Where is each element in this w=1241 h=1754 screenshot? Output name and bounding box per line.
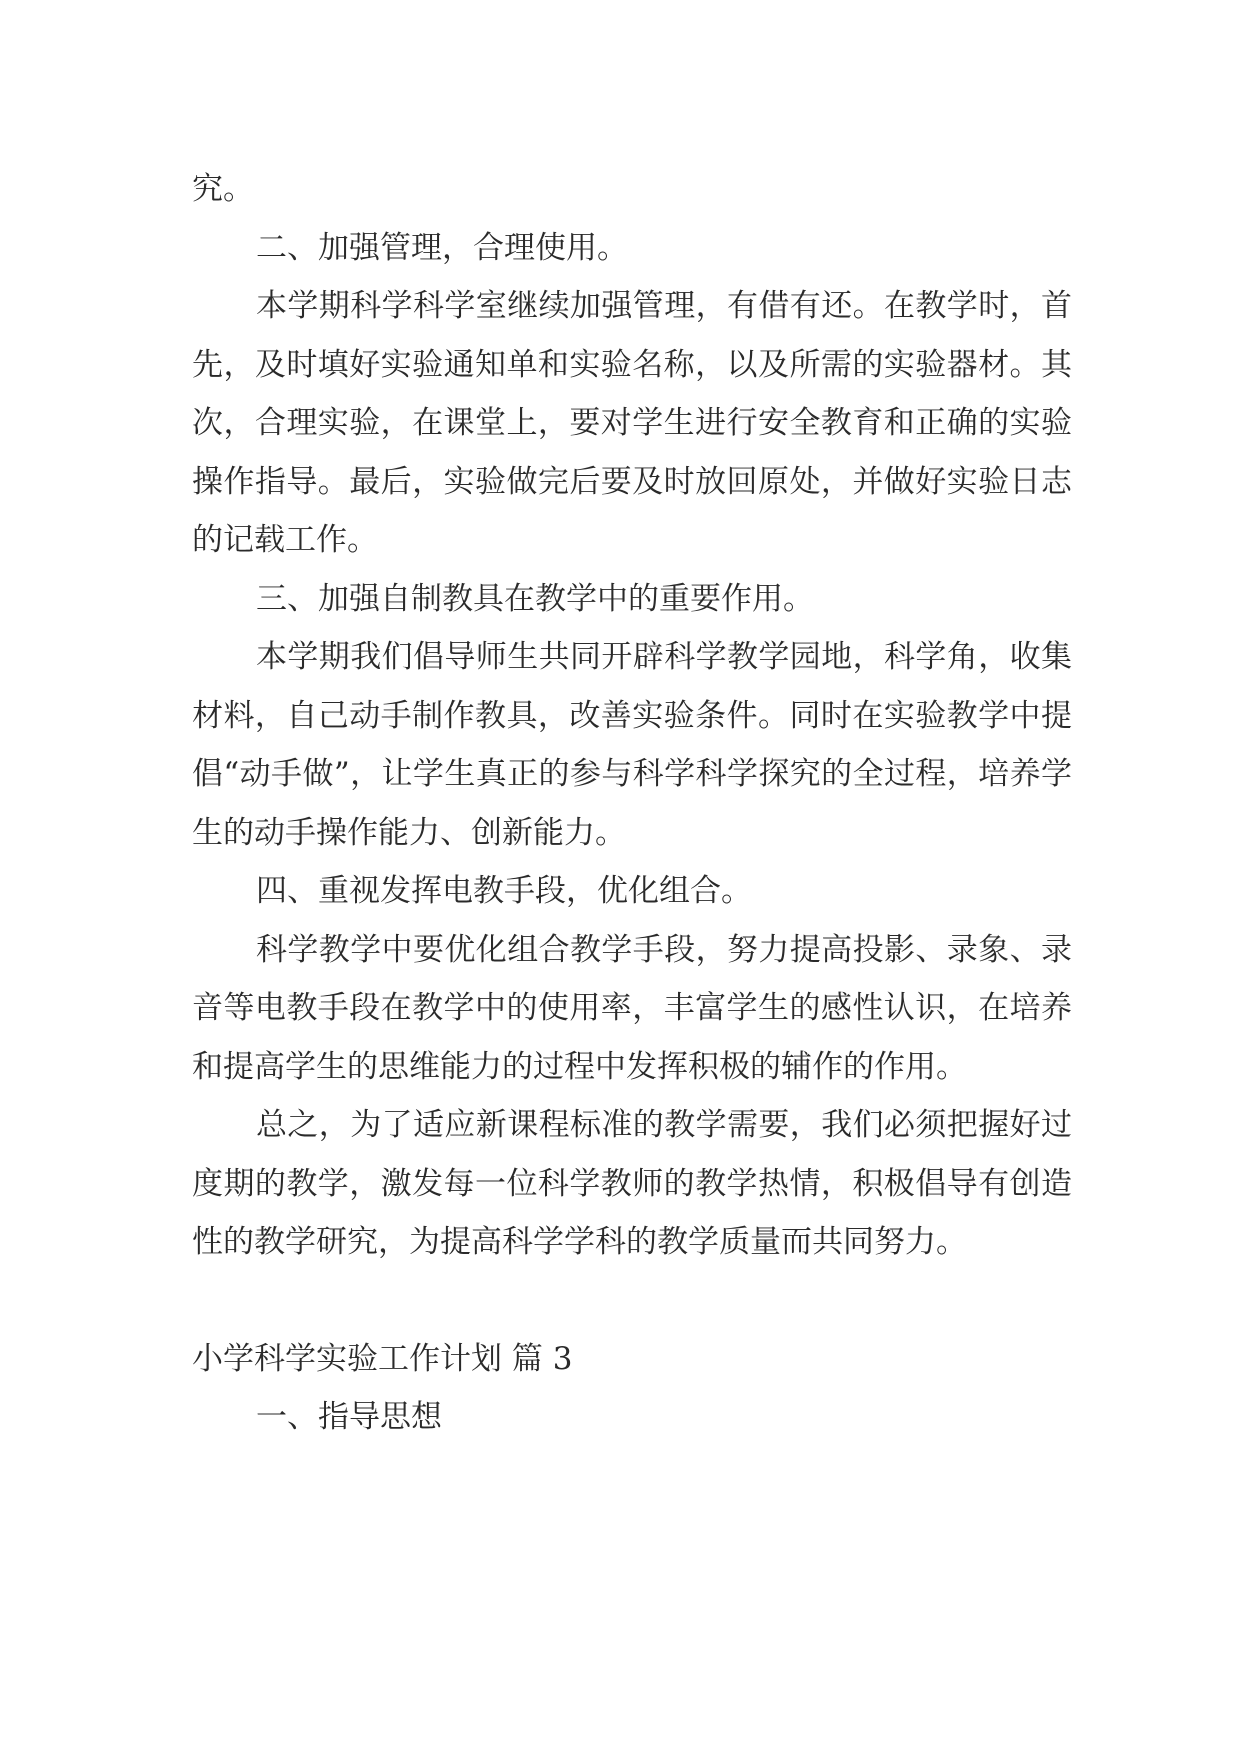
heading-teaching-aids: 三、加强自制教具在教学中的重要作用。 [256, 580, 814, 617]
document-page [192, 160, 1072, 1447]
section-subheading: 一、指导思想 [256, 1399, 442, 1435]
heading-electronic-teaching: 四、重视发挥电教手段，优化组合。 [256, 873, 752, 909]
paragraph-management: 本学期科学科学室继续加强管理，有借有还。在教学时，首先，及时填好实验通知单和实验名称，以及所需的实验器材。其次，合理实验，在课堂上，要对学生进行安全教育和正确的实验操作指导。最后，实验做完后要及时放回原处，并做好实验日志的记载工作。 [192, 288, 1072, 558]
section-title: 小学科学实验工作计划 篇 3 [192, 1340, 573, 1377]
heading-management: 二、加强管理，合理使用。 [256, 229, 628, 266]
paragraph-electronic-teaching: 科学教学中要优化组合教学手段，努力提高投影、录象、录音等电教手段在教学中的使用率，丰富学生的感性认识，在培养和提高学生的思维能力的过程中发挥积极的辅作的作用。 [192, 931, 1072, 1085]
paragraph-teaching-aids: 本学期我们倡导师生共同开辟科学教学园地，科学角，收集材料，自己动手制作教具，改善实验条件。同时在实验教学中提倡“动手做”，让学生真正的参与科学科学探究的全过程，培养学生的动手操作能力、创新能力。 [192, 639, 1072, 851]
paragraph-conclusion: 总之，为了适应新课程标准的教学需要，我们必须把握好过度期的教学，激发每一位科学教师的教学热情，积极倡导有创造性的教学研究，为提高科学学科的教学质量而共同努力。 [192, 1107, 1072, 1260]
paragraph-continuation: 究。 [192, 171, 254, 207]
